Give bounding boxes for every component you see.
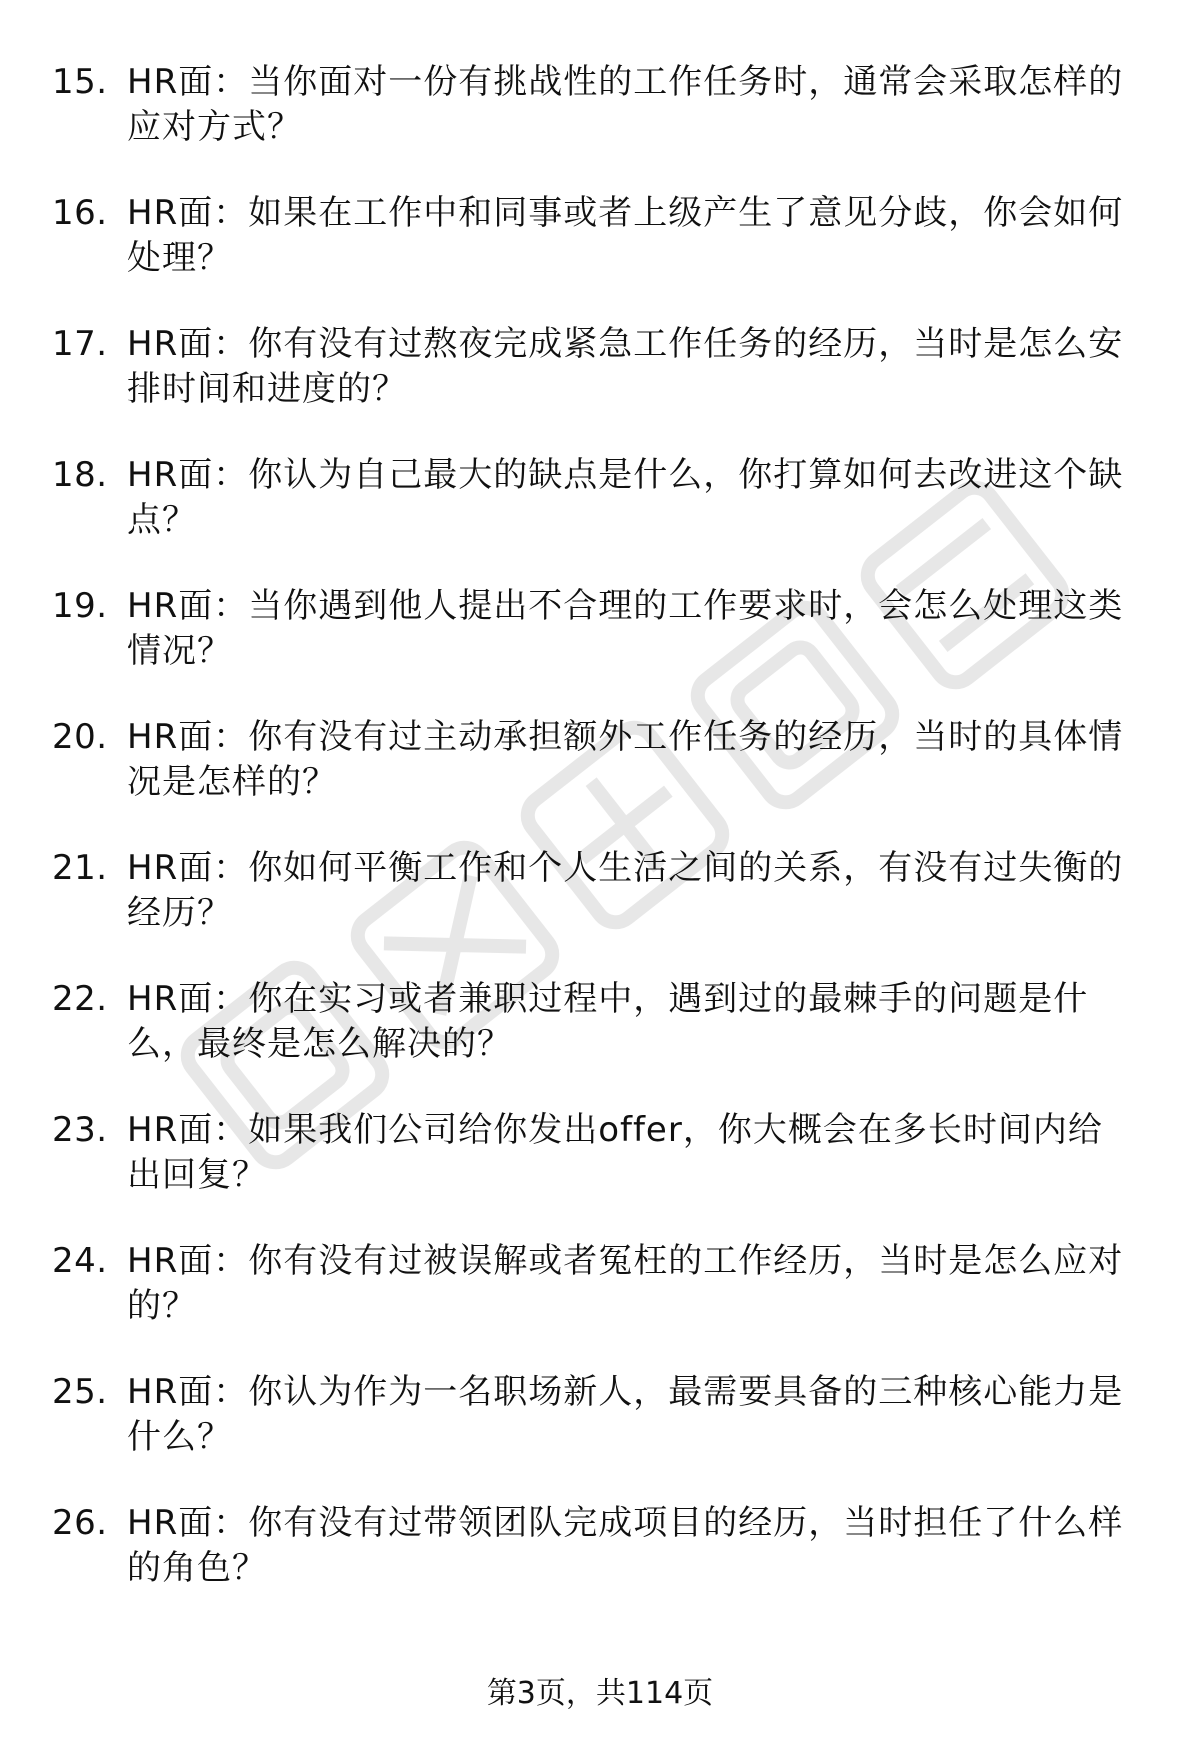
question-text: HR面：你有没有过带领团队完成项目的经历，当时担任了什么样的角色？ bbox=[127, 1503, 1124, 1588]
question-item-23 bbox=[52, 1108, 1162, 1239]
question-text: HR面：你有没有过主动承担额外工作任务的经历，当时的具体情况是怎样的？ bbox=[127, 717, 1124, 802]
question-text: HR面：如果我们公司给你发出offer，你大概会在多长时间内给出回复？ bbox=[127, 1110, 1103, 1195]
question-item-16 bbox=[52, 191, 1162, 322]
question-text: HR面：你认为作为一名职场新人，最需要具备的三种核心能力是什么？ bbox=[127, 1372, 1124, 1457]
question-text: HR面：你在实习或者兼职过程中，遇到过的最棘手的问题是什么，最终是怎么解决的？ bbox=[127, 979, 1089, 1064]
question-item-21 bbox=[52, 846, 1162, 977]
question-item-18 bbox=[52, 453, 1162, 584]
question-item-24 bbox=[52, 1239, 1162, 1370]
question-number: 16. bbox=[52, 193, 108, 233]
question-text: HR面：当你遇到他人提出不合理的工作要求时，会怎么处理这类情况？ bbox=[127, 586, 1124, 671]
question-text: HR面：如果在工作中和同事或者上级产生了意见分歧，你会如何处理？ bbox=[127, 193, 1124, 278]
question-number: 19. bbox=[52, 586, 108, 626]
question-number: 23. bbox=[52, 1110, 108, 1150]
question-number: 22. bbox=[52, 979, 108, 1019]
question-number: 17. bbox=[52, 324, 108, 364]
question-number: 24. bbox=[52, 1241, 108, 1281]
question-text: HR面：你如何平衡工作和个人生活之间的关系，有没有过失衡的经历？ bbox=[127, 848, 1124, 933]
question-number: 15. bbox=[52, 62, 108, 102]
question-number: 20. bbox=[52, 717, 108, 757]
question-text: HR面：当你面对一份有挑战性的工作任务时，通常会采取怎样的应对方式？ bbox=[127, 62, 1124, 147]
question-number: 26. bbox=[52, 1503, 108, 1543]
page-indicator: 第3页，共114页 bbox=[486, 1676, 714, 1711]
question-text: HR面：你有没有过熬夜完成紧急工作任务的经历，当时是怎么安排时间和进度的？ bbox=[127, 324, 1124, 409]
question-list bbox=[52, 60, 1162, 1632]
question-item-15 bbox=[52, 60, 1162, 191]
question-item-20 bbox=[52, 715, 1162, 846]
question-item-19 bbox=[52, 584, 1162, 715]
question-item-26 bbox=[52, 1501, 1162, 1632]
question-number: 18. bbox=[52, 455, 108, 495]
question-item-22 bbox=[52, 977, 1162, 1108]
question-number: 21. bbox=[52, 848, 108, 888]
question-text: HR面：你认为自己最大的缺点是什么，你打算如何去改进这个缺点？ bbox=[127, 455, 1124, 540]
question-text: HR面：你有没有过被误解或者冤枉的工作经历，当时是怎么应对的？ bbox=[127, 1241, 1124, 1326]
question-item-17 bbox=[52, 322, 1162, 453]
question-number: 25. bbox=[52, 1372, 108, 1412]
question-item-25 bbox=[52, 1370, 1162, 1501]
